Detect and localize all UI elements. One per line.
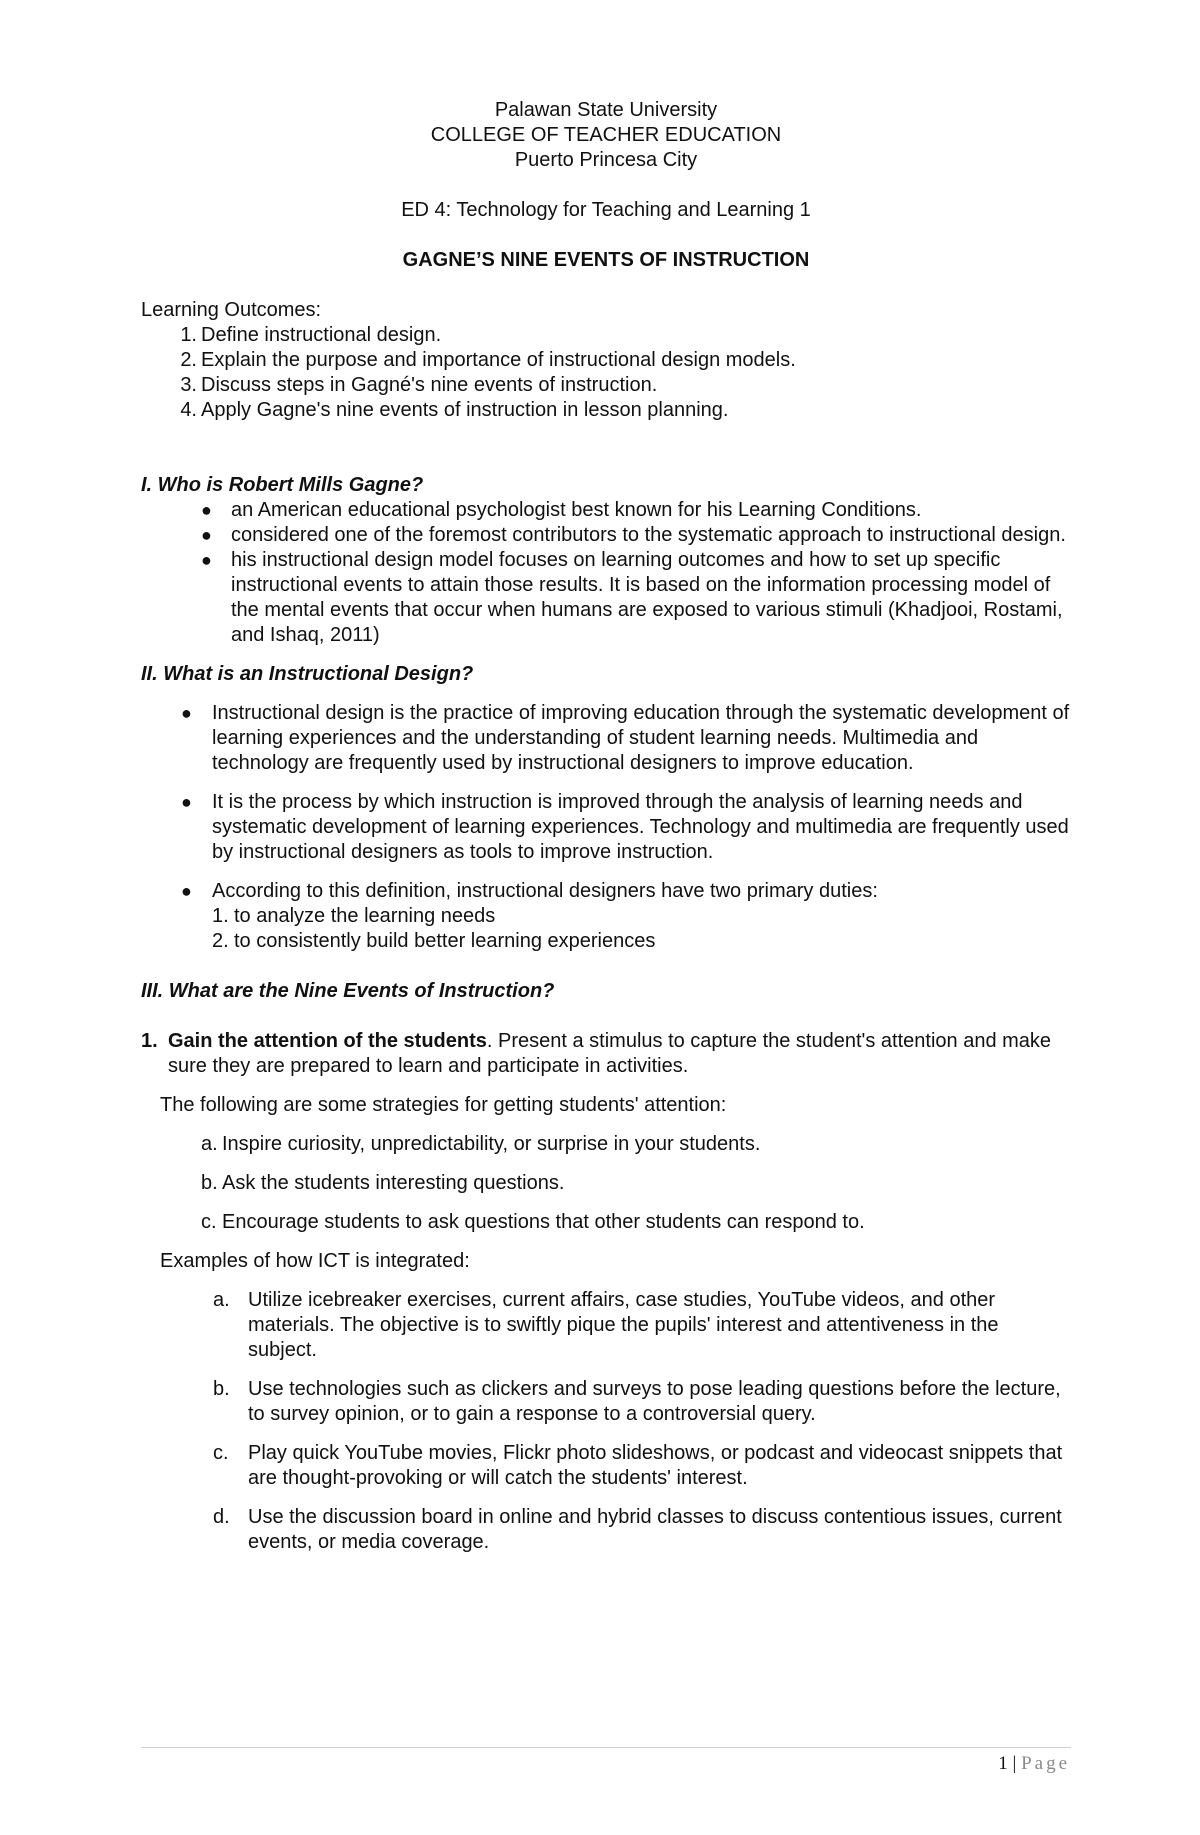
strategy-text: Encourage students to ask questions that other students can respond to. <box>222 1211 865 1233</box>
course-title: ED 4: Technology for Teaching and Learning 1 <box>401 199 811 221</box>
page-label: Page <box>1021 1753 1070 1774</box>
example-item <box>141 1288 1071 1363</box>
bullet-item <box>141 790 1071 865</box>
page-separator: | <box>1012 1753 1017 1774</box>
strategies-intro: The following are some strategies for getting students' attention: <box>160 1094 727 1116</box>
strategy-item <box>141 1210 1071 1235</box>
strategy-item <box>141 1171 1071 1196</box>
section-1-heading: I. Who is Robert Mills Gagne? <box>141 474 424 496</box>
document-title: GAGNE’S NINE EVENTS OF INSTRUCTION <box>402 249 810 271</box>
learning-outcomes-label: Learning Outcomes: <box>141 299 322 321</box>
outcome-number: 3. <box>180 374 197 396</box>
outcome-item <box>141 348 1071 373</box>
event-description: . Present a stimulus to capture the student's attention and make sure they are prepared to learn and participate in activities. <box>168 1030 1052 1077</box>
bullet-text: It is the process by which instruction is improved through the analysis of learning needs and systematic development of learning experiences. Technology and multimedia are frequently used by instructional designers as tools to improve instruction. <box>212 791 1069 863</box>
footer-divider <box>141 1747 1071 1748</box>
bullet-item <box>141 548 1071 648</box>
outcome-number: 4. <box>180 399 197 421</box>
examples-list <box>141 1288 1071 1555</box>
event-title: Gain the attention of the students <box>168 1030 487 1052</box>
bullet-item <box>141 879 1071 954</box>
bullet-icon: ● <box>201 500 212 520</box>
example-letter: c. <box>213 1442 229 1464</box>
outcome-number: 2. <box>180 349 197 371</box>
example-item <box>141 1377 1071 1427</box>
duty-number: 2. <box>212 930 229 952</box>
strategies-list <box>141 1132 1071 1235</box>
example-text: Use technologies such as clickers and surveys to pose leading questions before the lecture, to survey opinion, or to gain a response to a controversial query. <box>248 1378 1061 1425</box>
outcome-text: Define instructional design. <box>201 324 442 346</box>
section-1-bullets <box>141 498 1071 648</box>
college-name: COLLEGE OF TEACHER EDUCATION <box>430 124 782 146</box>
document-body <box>141 98 1071 1555</box>
strategy-letter: a. <box>201 1133 218 1155</box>
bullet-text: According to this definition, instructional designers have two primary duties: <box>212 880 878 902</box>
outcome-text: Apply Gagne's nine events of instruction in lesson planning. <box>201 399 729 421</box>
example-item <box>141 1505 1071 1555</box>
strategy-letter: c. <box>201 1211 217 1233</box>
duty-item <box>212 929 1071 954</box>
strategy-text: Inspire curiosity, unpredictability, or surprise in your students. <box>222 1133 761 1155</box>
bullet-icon: ● <box>181 703 192 723</box>
example-letter: d. <box>213 1506 230 1528</box>
bullet-text: Instructional design is the practice of improving education through the systematic development of learning experiences and the understanding of student learning needs. Multimedia and technology are frequently used by instructional designers to improve education. <box>212 702 1070 774</box>
learning-outcomes-list <box>141 323 1071 423</box>
bullet-item <box>141 498 1071 523</box>
example-text: Play quick YouTube movies, Flickr photo slideshows, or podcast and videocast snippets that are thought-provoking or will catch the students' interest. <box>248 1442 1063 1489</box>
outcome-item <box>141 323 1071 348</box>
event-item <box>141 1029 1071 1079</box>
example-letter: b. <box>213 1378 230 1400</box>
bullet-item <box>141 701 1071 776</box>
example-text: Utilize icebreaker exercises, current affairs, case studies, YouTube videos, and other materials. The objective is to swiftly pique the pupils' interest and attentiveness in the subject. <box>248 1289 999 1361</box>
examples-intro: Examples of how ICT is integrated: <box>160 1250 470 1272</box>
strategy-letter: b. <box>201 1172 218 1194</box>
outcome-item <box>141 398 1071 423</box>
outcome-text: Discuss steps in Gagné's nine events of instruction. <box>201 374 658 396</box>
page-number: 1 <box>998 1753 1008 1774</box>
university-name: Palawan State University <box>494 99 718 121</box>
outcome-item <box>141 373 1071 398</box>
duty-number: 1. <box>212 905 229 927</box>
duty-text: to analyze the learning needs <box>234 905 496 927</box>
bullet-icon: ● <box>201 550 212 570</box>
bullet-icon: ● <box>181 881 192 901</box>
city-name: Puerto Princesa City <box>514 149 698 171</box>
bullet-text: his instructional design model focuses on learning outcomes and how to set up specific instructional events to attain those results. It is based on the information processing model of the mental events that occur when humans are exposed to various stimuli (Khadjooi, Rostami, and Ishaq, 2011) <box>231 549 1063 646</box>
section-2-heading: II. What is an Instructional Design? <box>141 663 474 685</box>
strategy-item <box>141 1132 1071 1157</box>
page-footer <box>880 1753 1070 1775</box>
bullet-icon: ● <box>201 525 212 545</box>
example-text: Use the discussion board in online and hybrid classes to discuss contentious issues, current events, or media coverage. <box>248 1506 1062 1553</box>
section-3-heading: III. What are the Nine Events of Instruction? <box>141 980 555 1002</box>
outcome-number: 1. <box>180 324 197 346</box>
bullet-icon: ● <box>181 792 192 812</box>
example-letter: a. <box>213 1289 230 1311</box>
bullet-item <box>141 523 1071 548</box>
bullet-text: considered one of the foremost contributors to the systematic approach to instructional design. <box>231 524 1066 546</box>
outcome-text: Explain the purpose and importance of instructional design models. <box>201 349 796 371</box>
example-item <box>141 1441 1071 1491</box>
duty-text: to consistently build better learning experiences <box>234 930 656 952</box>
section-2-bullets <box>141 701 1071 954</box>
strategy-text: Ask the students interesting questions. <box>222 1172 565 1194</box>
duty-item <box>212 904 1071 929</box>
bullet-text: an American educational psychologist best known for his Learning Conditions. <box>231 499 922 521</box>
event-number: 1. <box>141 1030 158 1052</box>
